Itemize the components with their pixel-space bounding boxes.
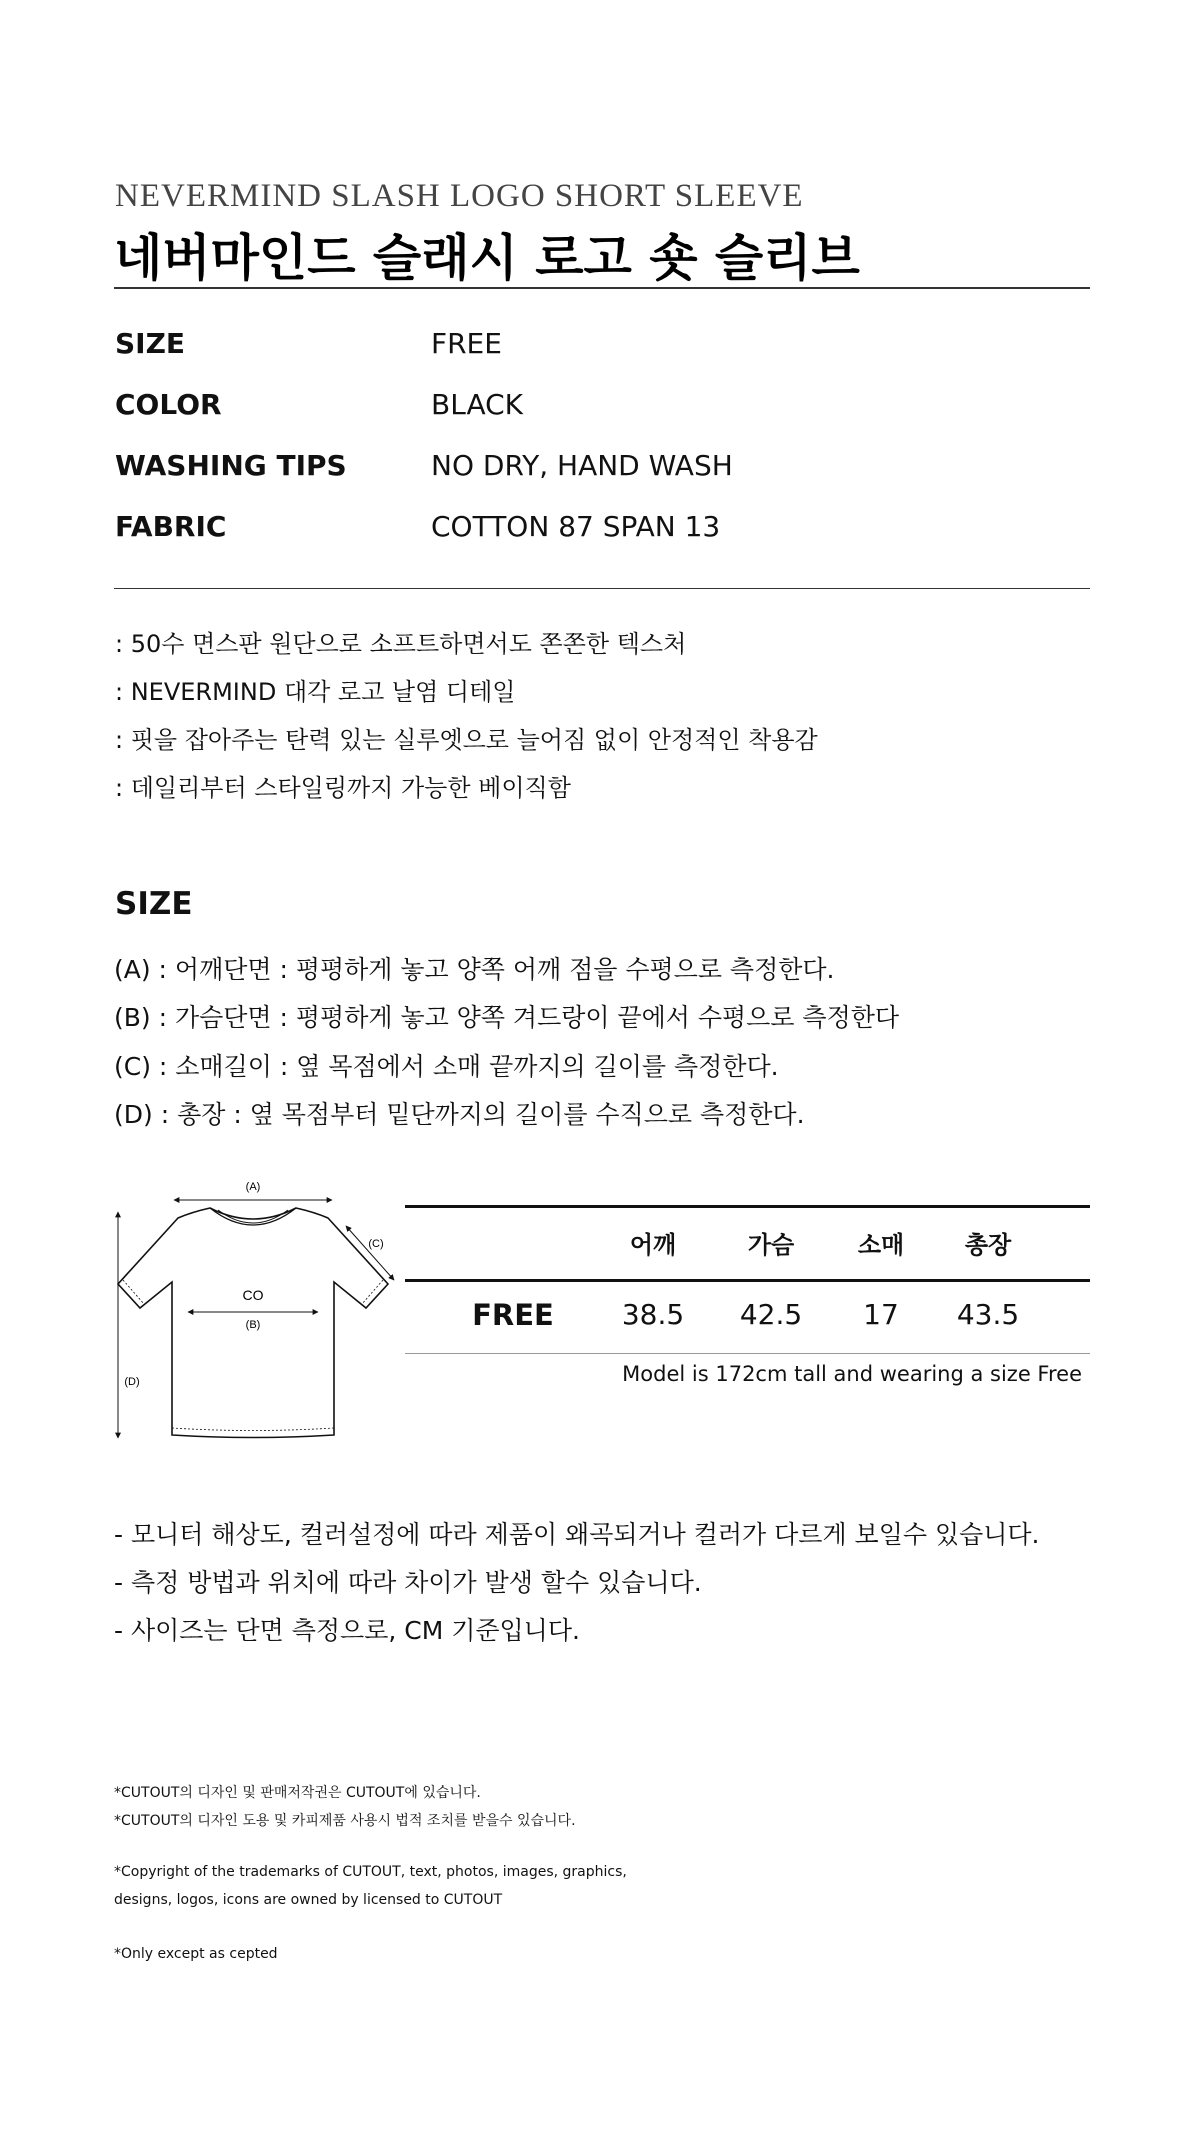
label-a: (A) [245, 1181, 261, 1193]
feature-note: : NEVERMIND 대각 로고 날염 디테일 [115, 678, 516, 706]
spec-divider [114, 588, 1090, 589]
table-column-header: 총장 [964, 1231, 1012, 1259]
spec-value-color: BLACK [431, 388, 524, 421]
copyright-line: *Copyright of the trademarks of CUTOUT, text, photos, images, graphics, [114, 1864, 627, 1880]
product-title-ko: 네버마인드 슬래시 로고 숏 슬리브 [114, 229, 860, 287]
measurement-note: (B) : 가슴단면 : 평평하게 놓고 양쪽 겨드랑이 끝에서 수평으로 측정한다 [114, 1003, 900, 1032]
model-note: Model is 172cm tall and wearing a size Free [622, 1362, 1082, 1386]
table-row-size-label: FREE [472, 1298, 554, 1332]
label-c: (C) [368, 1238, 384, 1250]
title-divider [114, 287, 1090, 289]
table-column-header: 어깨 [629, 1231, 677, 1259]
table-cell: 42.5 [739, 1298, 803, 1331]
spec-label-size: SIZE [115, 327, 186, 360]
feature-note: : 데일리부터 스타일링까지 가능한 베이직함 [115, 774, 571, 802]
copyright-line: *CUTOUT의 디자인 도용 및 카피제품 사용시 법적 조치를 받을수 있습니다. [114, 1813, 576, 1829]
feature-note: : 50수 면스판 원단으로 소프트하면서도 쫀쫀한 텍스처 [115, 630, 687, 658]
spec-value-size: FREE [431, 327, 502, 360]
table-top-rule [405, 1205, 1090, 1208]
table-cell: 38.5 [621, 1298, 685, 1331]
logo-mark: CO [242, 1287, 264, 1303]
measurement-note: (D) : 총장 : 옆 목점부터 밑단까지의 길이를 수직으로 측정한다. [114, 1100, 805, 1129]
copyright-line: designs, logos, icons are owned by licensed to CUTOUT [114, 1892, 503, 1908]
table-bottom-rule [405, 1353, 1090, 1354]
label-d: (D) [124, 1376, 140, 1388]
feature-note: : 핏을 잡아주는 탄력 있는 실루엣으로 늘어짐 없이 안정적인 착용감 [115, 726, 818, 754]
spec-value-washing: NO DRY, HAND WASH [431, 449, 733, 482]
table-header-rule [405, 1279, 1090, 1282]
table-column-header: 가슴 [747, 1231, 795, 1259]
table-cell: 43.5 [956, 1298, 1020, 1331]
spec-value-fabric: COTTON 87 SPAN 13 [431, 510, 721, 543]
table-cell: 17 [863, 1298, 899, 1331]
disclaimer-note: - 측정 방법과 위치에 따라 차이가 발생 할수 있습니다. [114, 1568, 702, 1597]
table-column-header: 소매 [857, 1231, 905, 1259]
copyright-line: *CUTOUT의 디자인 및 판매저작권은 CUTOUT에 있습니다. [114, 1785, 481, 1801]
measurement-note: (A) : 어깨단면 : 평평하게 놓고 양쪽 어깨 점을 수평으로 측정한다. [114, 955, 835, 984]
size-heading: SIZE [115, 886, 193, 922]
product-title-en: NEVERMIND SLASH LOGO SHORT SLEEVE [115, 178, 804, 214]
spec-label-color: COLOR [115, 388, 222, 421]
tshirt-measurement-diagram [108, 1170, 398, 1450]
label-b: (B) [245, 1319, 261, 1331]
disclaimer-note: - 사이즈는 단면 측정으로, CM 기준입니다. [114, 1616, 580, 1645]
measurement-note: (C) : 소매길이 : 옆 목점에서 소매 끝까지의 길이를 측정한다. [114, 1052, 779, 1081]
spec-label-fabric: FABRIC [115, 510, 227, 543]
disclaimer-note: - 모니터 해상도, 컬러설정에 따라 제품이 왜곡되거나 컬러가 다르게 보일수 있습니다. [114, 1520, 1040, 1549]
spec-label-washing: WASHING TIPS [115, 449, 347, 482]
copyright-line: *Only except as cepted [114, 1946, 278, 1962]
